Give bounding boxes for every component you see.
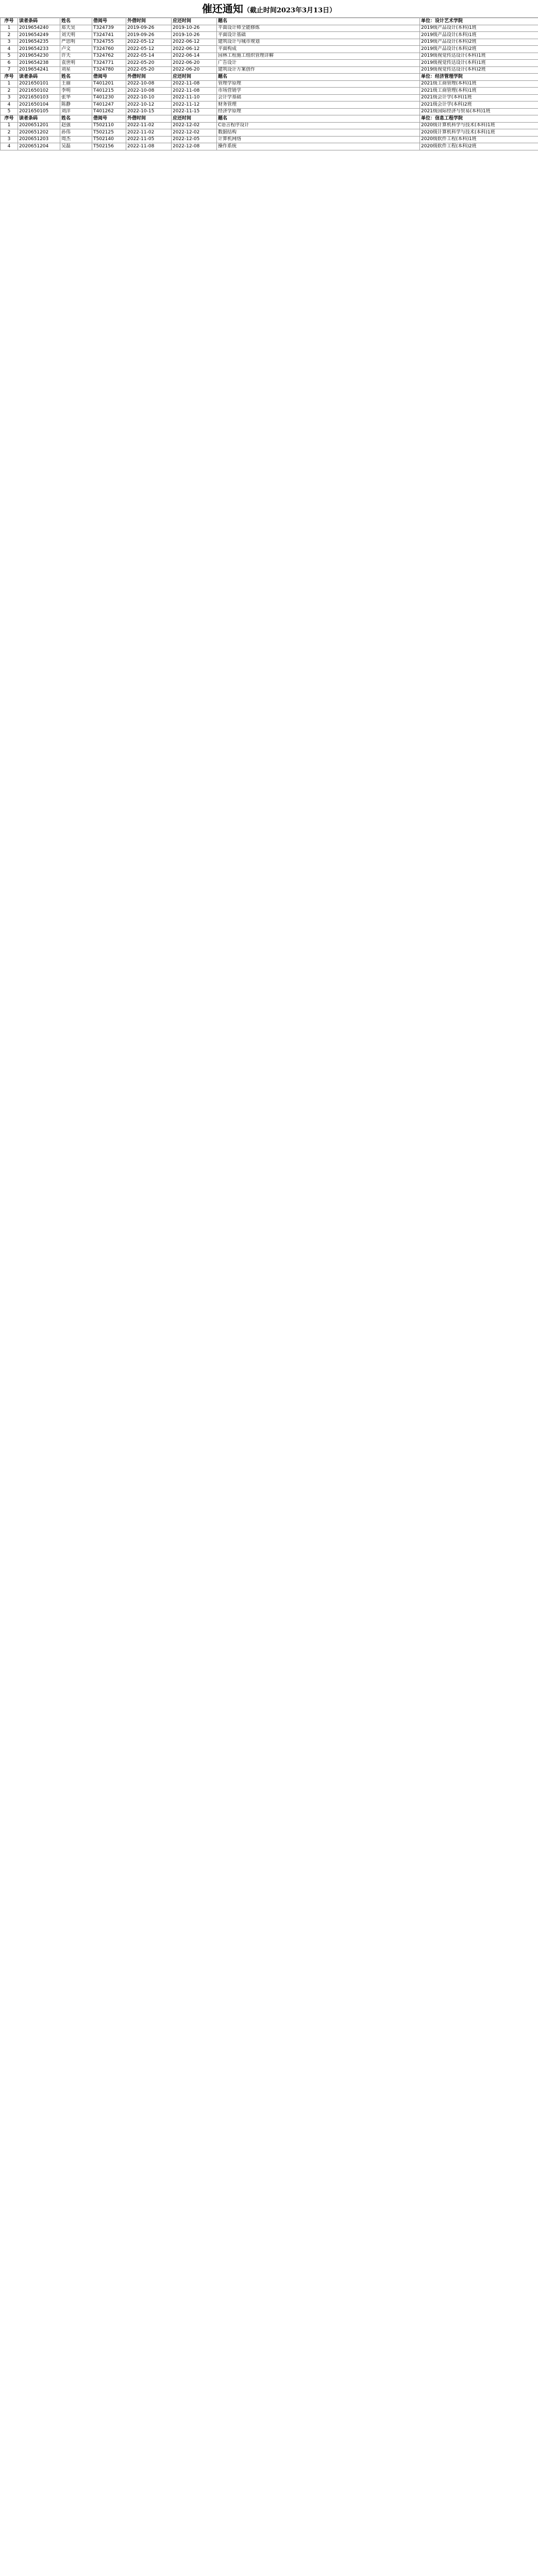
table-cell: 2021级工商管理(本科)1班	[420, 80, 538, 88]
table-cell: 2022-11-02	[126, 122, 172, 129]
table-cell: 吴磊	[60, 143, 92, 150]
table-cell: 2019654238	[18, 60, 60, 67]
table-cell: 1	[1, 122, 18, 129]
table-cell: 4	[1, 143, 18, 150]
table-cell: 2	[1, 32, 18, 39]
table-cell: 2022-05-14	[126, 53, 172, 60]
table-row	[1, 88, 538, 95]
column-header: 姓名	[60, 115, 92, 123]
table-cell: 2	[1, 129, 18, 137]
table-cell: 2	[1, 88, 18, 95]
table-cell: 2022-05-12	[126, 46, 172, 53]
table-cell: 2022-10-08	[126, 80, 172, 88]
table-row	[1, 53, 538, 60]
table-cell: 2020级软件工程(本科)2班	[420, 143, 538, 150]
column-header: 借阅号	[92, 74, 126, 81]
table-row	[1, 136, 538, 143]
column-header: 题名	[217, 18, 420, 25]
table-row	[1, 122, 538, 129]
table-cell: T324741	[92, 32, 126, 39]
table-cell: 陈静	[60, 101, 92, 109]
table-cell: 2021级国际经济与贸易(本科)1班	[420, 108, 538, 115]
column-header: 读者条码	[18, 115, 60, 123]
table-cell: 严思明	[60, 39, 92, 46]
column-header: 题名	[217, 74, 420, 81]
table-cell: 2019654233	[18, 46, 60, 53]
table-cell: 2020651204	[18, 143, 60, 150]
table-cell: 2019654230	[18, 53, 60, 60]
table-cell: 郑天昊	[60, 25, 92, 32]
table-cell: 2022-06-12	[172, 39, 217, 46]
column-header: 序号	[1, 115, 18, 123]
table-cell: 2020级计算机科学与技术(本科)1班	[420, 129, 538, 137]
table-cell: 2022-11-12	[172, 101, 217, 109]
table-cell: 6	[1, 60, 18, 67]
table-cell: 2022-06-14	[172, 53, 217, 60]
table-cell: 2022-11-08	[172, 88, 217, 95]
table-cell: T324762	[92, 53, 126, 60]
table-cell: 广告设计	[217, 60, 420, 67]
table-cell: 2021650101	[18, 80, 60, 88]
table-cell: 管理学原理	[217, 80, 420, 88]
table-cell: 3	[1, 136, 18, 143]
table-cell: 2019级产品设计(本科)1班	[420, 32, 538, 39]
table-row	[1, 143, 538, 150]
column-header: 姓名	[60, 18, 92, 25]
table-cell: 2022-12-08	[172, 143, 217, 150]
table-cell: 2022-10-12	[126, 101, 172, 109]
table-cell: 王丽	[60, 80, 92, 88]
table-cell: T324771	[92, 60, 126, 67]
table-cell: T401262	[92, 108, 126, 115]
table-cell: 许天	[60, 53, 92, 60]
column-header: 外借时间	[126, 115, 172, 123]
table-cell: 2022-10-08	[126, 88, 172, 95]
table-cell: 3	[1, 94, 18, 101]
table-cell: 4	[1, 46, 18, 53]
column-header: 应还时间	[172, 115, 217, 123]
table-row	[1, 32, 538, 39]
table-cell: 2022-11-08	[126, 143, 172, 150]
table-cell: 平面设计师全能修炼	[217, 25, 420, 32]
table-row	[1, 80, 538, 88]
table-cell: 2022-10-15	[126, 108, 172, 115]
notice-title	[0, 0, 538, 18]
table-cell: 2020651202	[18, 129, 60, 137]
table-cell: 1	[1, 80, 18, 88]
table-cell: 刘天明	[60, 32, 92, 39]
table-cell: T401247	[92, 101, 126, 109]
table-cell: 2022-12-02	[172, 122, 217, 129]
table-row	[1, 39, 538, 46]
table-cell: 2022-06-12	[172, 46, 217, 53]
table-cell: 3	[1, 39, 18, 46]
table-cell: 2021级工商管理(本科)1班	[420, 88, 538, 95]
table-row	[1, 66, 538, 74]
table-cell: 2021650103	[18, 94, 60, 101]
table-cell: T324760	[92, 46, 126, 53]
table-cell: 2019-09-26	[126, 25, 172, 32]
table-cell: 卢文	[60, 46, 92, 53]
table-cell: 刘洋	[60, 108, 92, 115]
table-cell: 2019级产品设计(本科)1班	[420, 25, 538, 32]
table-cell: 2022-11-15	[172, 108, 217, 115]
table-cell: 2022-06-20	[172, 66, 217, 74]
table-cell: T324755	[92, 39, 126, 46]
column-header: 单位：设计艺术学院	[420, 18, 538, 25]
table-cell: 袁世明	[60, 60, 92, 67]
table-cell: 周杰	[60, 136, 92, 143]
table-cell: T401201	[92, 80, 126, 88]
table-cell: T324780	[92, 66, 126, 74]
table-cell: T324739	[92, 25, 126, 32]
table-cell: 李明	[60, 88, 92, 95]
table-cell: 园林工程施工组织管理详解	[217, 53, 420, 60]
table-cell: 2019654235	[18, 39, 60, 46]
table-cell: C语言程序设计	[217, 122, 420, 129]
section-header-row	[1, 74, 538, 81]
table-cell: 平面构成	[217, 46, 420, 53]
table-cell: 2021650104	[18, 101, 60, 109]
table-cell: 2022-12-02	[172, 129, 217, 137]
table-cell: 2020651201	[18, 122, 60, 129]
column-header: 单位：经济管理学院	[420, 74, 538, 81]
table-row	[1, 101, 538, 109]
table-cell: 2019654240	[18, 25, 60, 32]
overdue-table	[0, 18, 538, 150]
table-cell: 2020级计算机科学与技术(本科)1班	[420, 122, 538, 129]
table-cell: T502110	[92, 122, 126, 129]
table-cell: 2019-10-26	[172, 32, 217, 39]
table-cell: 2019级产品设计(本科)2班	[420, 46, 538, 53]
table-cell: 2021650102	[18, 88, 60, 95]
table-cell: 孙伟	[60, 129, 92, 137]
table-row	[1, 108, 538, 115]
table-cell: 5	[1, 108, 18, 115]
notice-title-text: 催还通知	[201, 3, 243, 15]
column-header: 应还时间	[172, 18, 217, 25]
table-cell: T502125	[92, 129, 126, 137]
column-header: 姓名	[60, 74, 92, 81]
table-cell: T401230	[92, 94, 126, 101]
table-cell: 1	[1, 25, 18, 32]
section-header-row	[1, 115, 538, 123]
table-cell: 7	[1, 66, 18, 74]
table-row	[1, 60, 538, 67]
overdue-table-body	[1, 18, 538, 150]
table-cell: 2022-11-05	[126, 136, 172, 143]
column-header: 借阅号	[92, 115, 126, 123]
table-cell: 2022-05-12	[126, 39, 172, 46]
table-cell: T401215	[92, 88, 126, 95]
column-header: 序号	[1, 74, 18, 81]
table-cell: 财务管理	[217, 101, 420, 109]
table-row	[1, 46, 538, 53]
table-cell: 2022-11-02	[126, 129, 172, 137]
column-header: 读者条码	[18, 18, 60, 25]
table-cell: 平面设计基础	[217, 32, 420, 39]
column-header: 单位：信息工程学院	[420, 115, 538, 123]
table-cell: 操作系统	[217, 143, 420, 150]
table-cell: 建筑设计与城市规划	[217, 39, 420, 46]
table-cell: 2019654241	[18, 66, 60, 74]
table-row	[1, 94, 538, 101]
column-header: 读者条码	[18, 74, 60, 81]
table-cell: 2019级视觉传达设计(本科)2班	[420, 66, 538, 74]
table-cell: 2019级视觉传达设计(本科)1班	[420, 53, 538, 60]
table-cell: 2022-11-08	[172, 80, 217, 88]
table-cell: 2019654249	[18, 32, 60, 39]
table-cell: 建筑设计方案创作	[217, 66, 420, 74]
table-cell: 2021650105	[18, 108, 60, 115]
table-cell: 2022-05-20	[126, 66, 172, 74]
table-cell: 2022-11-10	[172, 94, 217, 101]
column-header: 序号	[1, 18, 18, 25]
table-cell: 4	[1, 101, 18, 109]
table-cell: 2020651203	[18, 136, 60, 143]
table-cell: T502140	[92, 136, 126, 143]
table-cell: 2019-10-26	[172, 25, 217, 32]
table-cell: 2021级会计学(本科)1班	[420, 94, 538, 101]
column-header: 外借时间	[126, 18, 172, 25]
table-cell: 2019-09-26	[126, 32, 172, 39]
table-cell: 市场营销学	[217, 88, 420, 95]
table-cell: 2019级视觉传达设计(本科)1班	[420, 60, 538, 67]
table-cell: 5	[1, 53, 18, 60]
section-header-row	[1, 18, 538, 25]
table-cell: 会计学基础	[217, 94, 420, 101]
table-cell: 2022-05-20	[126, 60, 172, 67]
column-header: 借阅号	[92, 18, 126, 25]
table-cell: 2020级软件工程(本科)1班	[420, 136, 538, 143]
notice-subtitle: （截止时间2023年3月13日）	[243, 7, 337, 14]
table-cell: 2021级会计学(本科)2班	[420, 101, 538, 109]
table-cell: 经济学原理	[217, 108, 420, 115]
table-cell: 2022-10-10	[126, 94, 172, 101]
column-header: 外借时间	[126, 74, 172, 81]
table-cell: 刘星	[60, 66, 92, 74]
table-cell: 2022-12-05	[172, 136, 217, 143]
column-header: 题名	[217, 115, 420, 123]
table-cell: 数据结构	[217, 129, 420, 137]
table-row	[1, 25, 538, 32]
column-header: 应还时间	[172, 74, 217, 81]
table-cell: T502156	[92, 143, 126, 150]
table-cell: 2019级产品设计(本科)2班	[420, 39, 538, 46]
table-cell: 张华	[60, 94, 92, 101]
table-cell: 赵强	[60, 122, 92, 129]
table-cell: 2022-06-20	[172, 60, 217, 67]
table-cell: 计算机网络	[217, 136, 420, 143]
table-row	[1, 129, 538, 137]
